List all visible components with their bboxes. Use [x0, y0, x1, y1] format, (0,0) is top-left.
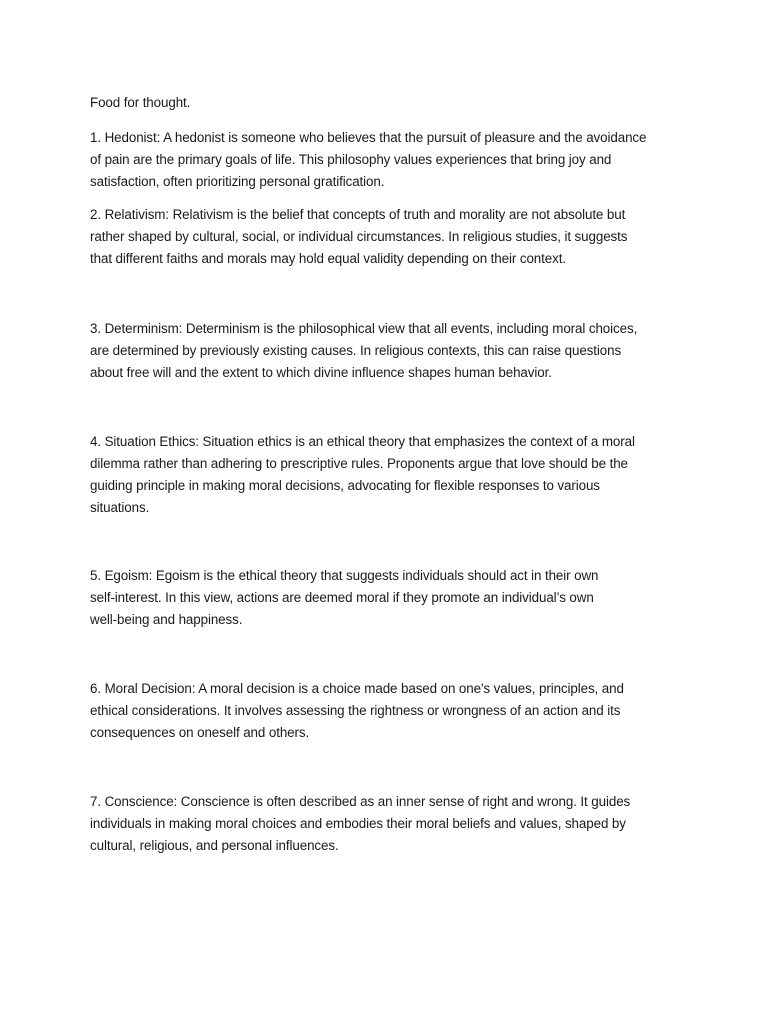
paragraph-line: individuals in making moral choices and embodies their moral beliefs and values, shaped by [90, 816, 626, 831]
paragraph-hedonist [90, 127, 690, 193]
paragraph-conscience [90, 791, 690, 857]
paragraph-line: dilemma rather than adhering to prescriptive rules. Proponents argue that love should be the [90, 456, 628, 471]
paragraph-line: that different faiths and morals may hold equal validity depending on their context. [90, 251, 566, 266]
paragraph-line: of pain are the primary goals of life. This philosophy values experiences that bring joy and [90, 152, 612, 167]
paragraph-line: 1. Hedonist: A hedonist is someone who believes that the pursuit of pleasure and the avoidance [90, 130, 647, 145]
paragraph-line: self-interest. In this view, actions are deemed moral if they promote an individual’s own [90, 590, 594, 605]
paragraph-line: satisfaction, often prioritizing personal gratification. [90, 174, 385, 189]
paragraph-line: about free will and the extent to which divine influence shapes human behavior. [90, 365, 552, 380]
paragraph-egoism [90, 565, 690, 631]
paragraph-line: cultural, religious, and personal influences. [90, 838, 339, 853]
title-text: Food for thought. [90, 95, 191, 110]
paragraph-line: guiding principle in making moral decisions, advocating for flexible responses to various [90, 478, 600, 493]
paragraph-line: rather shaped by cultural, social, or individual circumstances. In religious studies, it suggests [90, 229, 628, 244]
paragraph-line: 2. Relativism: Relativism is the belief that concepts of truth and morality are not absolute but [90, 207, 626, 222]
paragraph-line: 4. Situation Ethics: Situation ethics is an ethical theory that emphasizes the context of a moral [90, 434, 635, 449]
paragraph-relativism [90, 204, 690, 270]
paragraph-line: 5. Egoism: Egoism is the ethical theory that suggests individuals should act in their own [90, 568, 599, 583]
paragraph-line: 7. Conscience: Conscience is often described as an inner sense of right and wrong. It guides [90, 794, 631, 809]
paragraph-line: are determined by previously existing causes. In religious contexts, this can raise questions [90, 343, 622, 358]
paragraph-line: consequences on oneself and others. [90, 725, 310, 740]
paragraph-line: situations. [90, 500, 150, 515]
paragraph-line: ethical considerations. It involves assessing the rightness or wrongness of an action and its [90, 703, 621, 718]
document-title [90, 92, 690, 114]
paragraph-situation-ethics [90, 431, 690, 519]
paragraph-moral-decision [90, 678, 690, 744]
paragraph-line: well-being and happiness. [90, 612, 243, 627]
paragraph-determinism [90, 318, 690, 384]
paragraph-line: 3. Determinism: Determinism is the philosophical view that all events, including moral choices, [90, 321, 638, 336]
paragraph-line: 6. Moral Decision: A moral decision is a choice made based on one's values, principles, and [90, 681, 624, 696]
